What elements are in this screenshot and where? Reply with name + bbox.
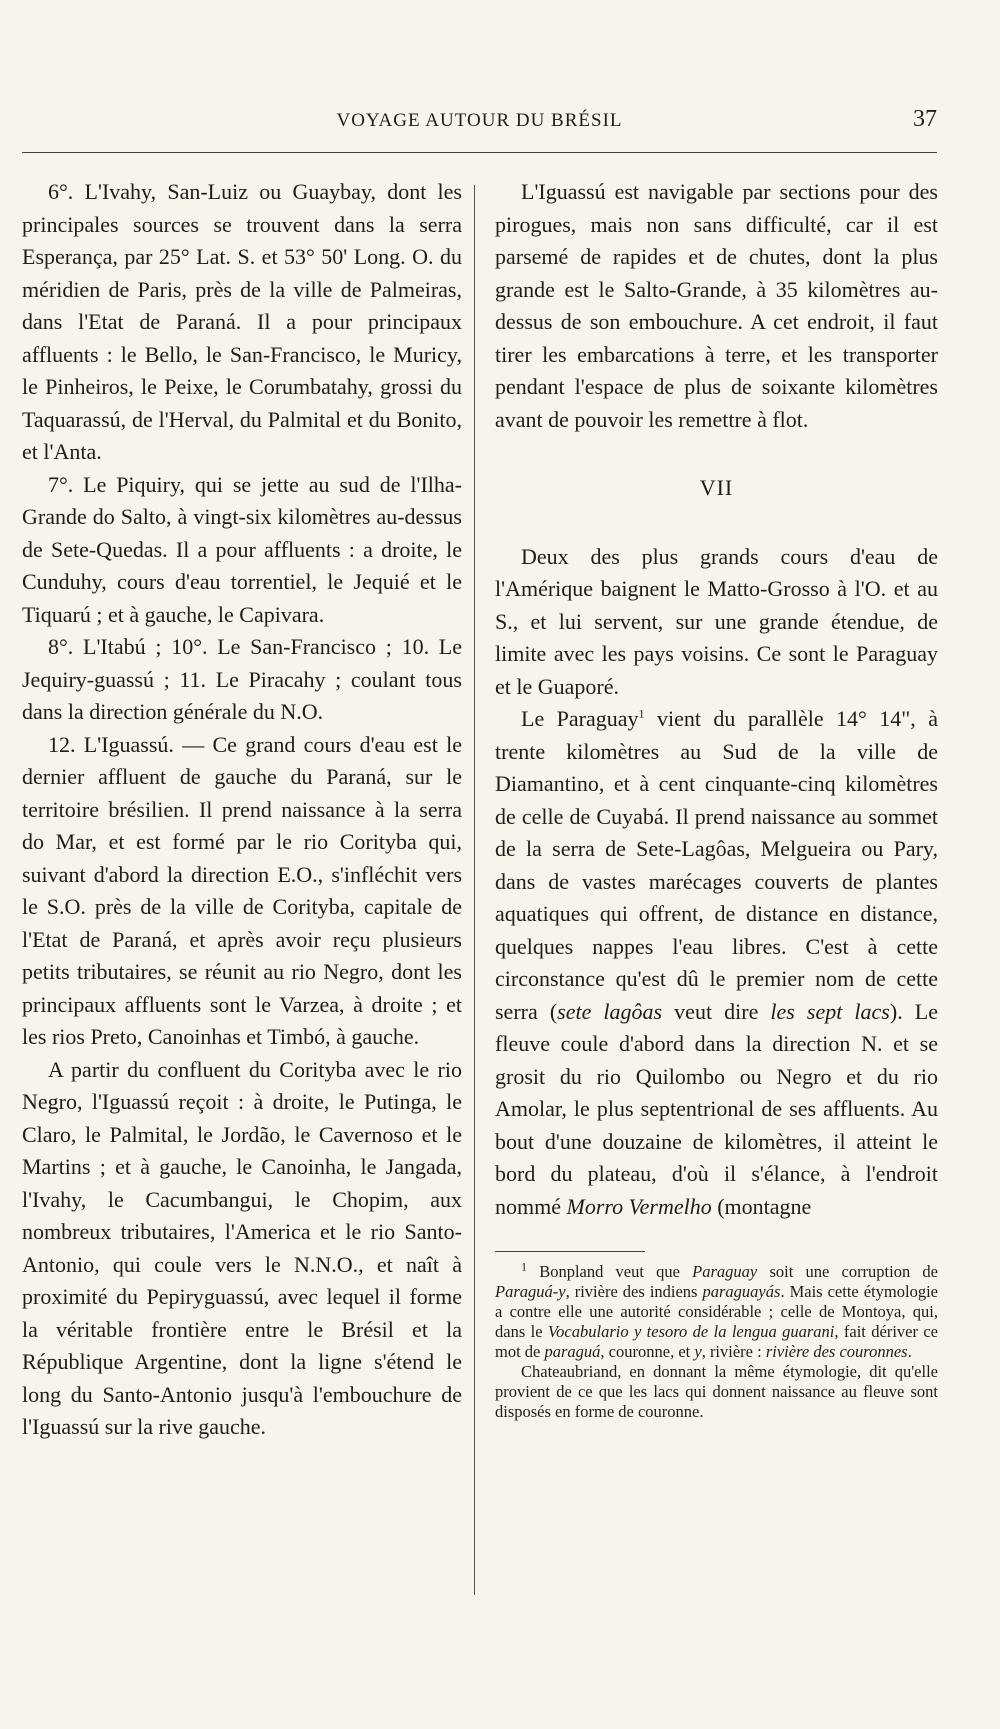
paragraph-piquiry: 7°. Le Piquiry, qui se jette au sud de l'Ilha-Grande do Salto, à vingt-six kilomètres au-dessus de Sete-Quedas. Il a pour affluents : a droite, le Cunduhy, cours d'eau torrentiel, le Jequié et le Tiquarú ; et à gauche, le Capivara. [22,471,462,627]
italic-term: Morro Vermelho [566,1193,712,1219]
text-run: , fait dériver ce mot de [495,1322,939,1361]
text-run: ). Le fleuve coule d'abord dans la direction N. et se grosit du rio Quilombo ou Negro et du rio Amolar, le plus septentrional de ses affluents. Au bout d'une douzaine de kilomètres, il atteint le bord du plateau, d'où il s'élance, à l'endroit nommé [495,998,938,1219]
footnote-reference: 1 [638,706,645,721]
column-divider [474,185,475,1595]
italic-term: Paraguá-y [495,1282,566,1301]
text-run: Le Paraguay [521,706,639,731]
header-rule [22,152,937,153]
page-number: 37 [913,106,937,132]
text-run: veut dire [662,998,771,1024]
text-run: soit une corruption de [757,1262,938,1281]
italic-term: paraguayás [702,1282,781,1301]
running-head [22,106,937,136]
text-run: , rivière : [701,1342,766,1361]
footnote-marker: 1 [521,1259,527,1274]
italic-term: Paraguay [692,1262,758,1281]
paragraph-ivahy: 6°. L'Ivahy, San-Luiz ou Guaybay, dont les principales sources se trouvent dans la serra Esperança, par 25° Lat. S. et 53° 50' Long. O. du méridien de Paris, près de la ville de Palmeiras, dans l'Etat de Paraná. Il a pour principaux affluents : le Bello, le San-Francisco, le Muricy, le Pinheiros, le Peixe, le Corumbatahy, grossi du Taquarassú, de l'Herval, du Palmital et du Bonito, et l'Anta. [22,179,462,464]
italic-term: y [694,1342,702,1361]
text-run: , rivière des indiens [565,1282,703,1301]
text-run: . Mais cette étymologie a contre elle une autorité considérable ; celle de Montoya, qui, dans le [495,1282,939,1341]
paragraph-itabu: 8°. L'Itabú ; 10°. Le San-Francisco ; 10. Le Jequiry-guassú ; 11. Le Piracahy ; coulant tous dans la direction générale du N.O. [22,634,462,724]
footnote [495,1259,939,1362]
paragraph-paraguay [495,703,938,1223]
italic-term: sete lagôas [557,998,663,1024]
running-title: VOYAGE AUTOUR DU BRÉSIL [336,110,623,131]
italic-term: paraguá [544,1342,601,1361]
text-run: . [907,1342,912,1361]
footnote-continuation: Chateaubriand, en donnant la même étymologie, dit qu'elle provient de ce que les lacs qui donnent naissance au fleuve sont disposés en forme de couronne. [495,1362,938,1421]
section-heading: VII [699,475,734,500]
paragraph-iguassu-affluents: A partir du confluent du Corityba avec le rio Negro, l'Iguassú reçoit : à droite, le Putinga, le Claro, le Palmital, le Jordão, le Cavernoso et le Martins ; et à gauche, le Canoinha, le Jangada, l'Ivahy, le Cacumbangui, le Chopim, aux nombreux tributaires, l'America et le rio Santo-Antonio, qui coule vers le N.N.O., et naît à proximité du Pepiryguassú, avec lequel il forme la véritable frontière entre le Brésil et la République Argentine, dont la ligne s'étend le long du Santo-Antonio jusqu'à l'embouchure de l'Iguassú sur la rive gauche. [22,1056,462,1439]
footnote-rule [495,1251,645,1252]
paragraph-matto-grosso: Deux des plus grands cours d'eau de l'Amérique baignent le Matto-Grosso à l'O. et au S., et lui servent, sur une grande étendue, de limite avec les pays voisins. Ce sont le Paraguay et le Guaporé. [495,543,938,699]
text-run: Bonpland veut que [527,1262,693,1281]
paragraph-iguassu: 12. L'Iguassú. — Ce grand cours d'eau est le dernier affluent de gauche du Paraná, sur le territoire brésilien. Il prend naissance à la serra do Mar, et est formé par le rio Corityba qui, suivant d'abord la direction E.O., s'infléchit vers le S.O. près de la ville de Corityba, capitale de l'Etat de Paraná, et après avoir reçu plusieurs petits tributaires, se réunit au rio Negro, dont les principaux affluents sont le Varzea, à droite ; et les rios Preto, Canoinhas et Timbó, à gauche. [22,731,462,1049]
right-column [495,176,938,1422]
italic-term: rivière des couronnes [765,1342,908,1361]
text-run: vient du parallèle 14° 14", à trente kilomètres au Sud de la ville de Diamantino, et à cent cinquante-cinq kilomètres de celle de Cuyabá. Il prend naissance au sommet de la serra de Sete-Lagôas, Melgueira ou Pary, dans de vastes marécages couverts de plantes aquatiques qui offrent, de distance en distance, quelques nappes l'eau libres. C'est à cette circonstance qu'est dû le premier nom de cette serra ( [495,706,938,1024]
italic-term: Vocabulario y tesoro de la lengua guarani [547,1322,835,1341]
italic-term: les sept lacs [770,998,890,1024]
text-run: (montagne [711,1193,812,1219]
left-column [22,176,462,1444]
text-run: , couronne, et [600,1342,695,1361]
paragraph-iguassu-navigation: L'Iguassú est navigable par sections pour des pirogues, mais non sans difficulté, car il est parsemé de rapides et de chutes, dont la plus grande est le Salto-Grande, à 35 kilomètres au-dessus de son embouchure. A cet endroit, il faut tirer les embarcations à terre, et les transporter pendant l'espace de plus de soixante kilomètres avant de pouvoir les remettre à flot. [495,179,938,432]
